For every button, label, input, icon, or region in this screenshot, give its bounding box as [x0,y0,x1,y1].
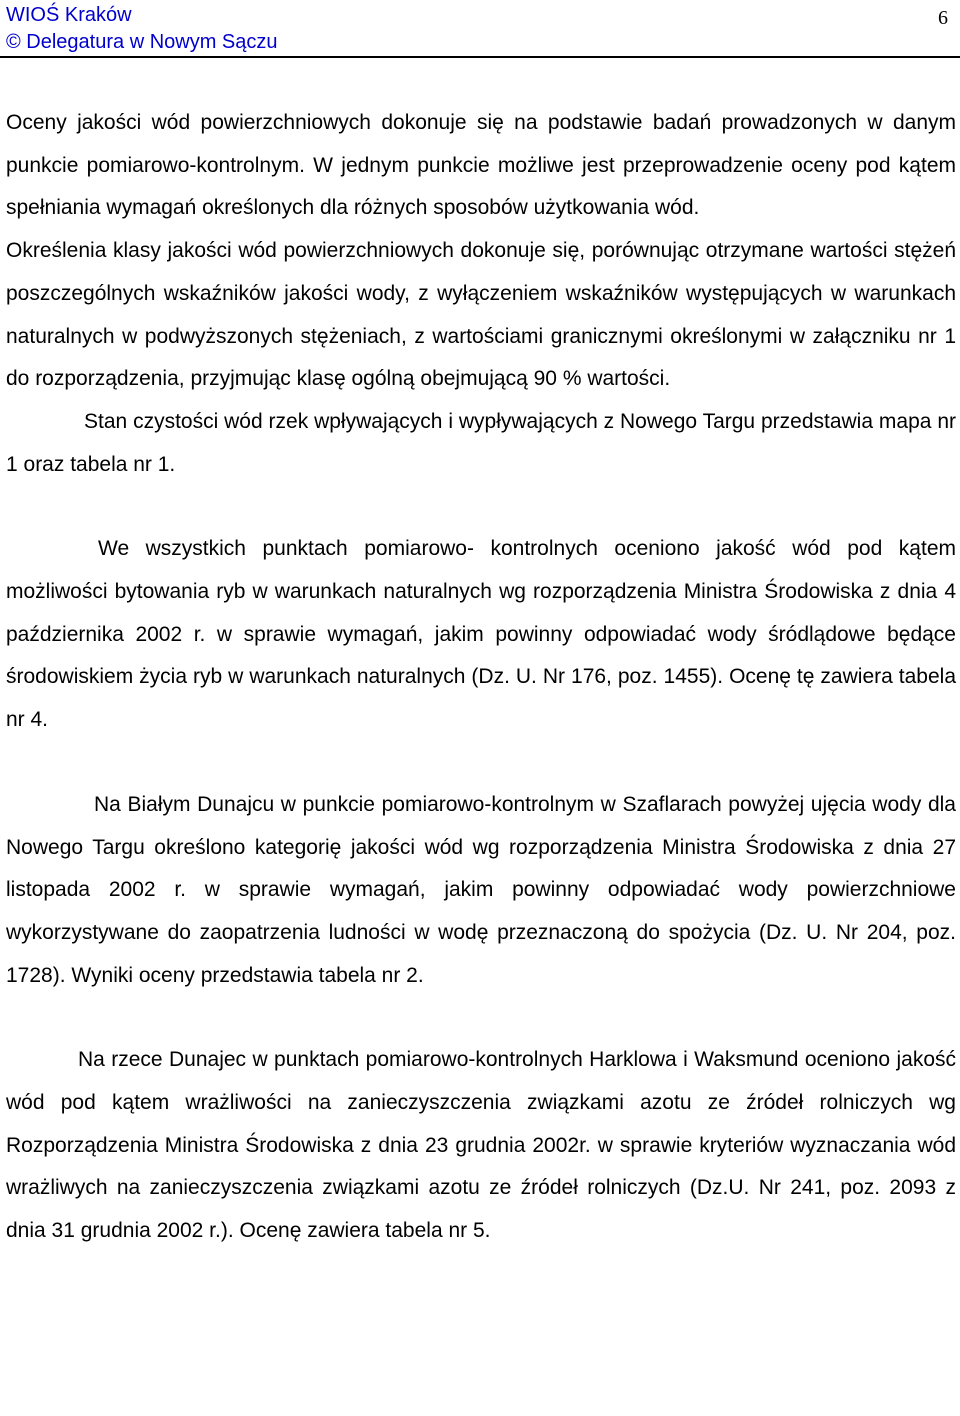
header-branch: © Delegatura w Nowym Sączu [6,31,278,53]
document-body [6,102,956,1253]
header-divider [0,56,960,58]
paragraph-fish-habitat: We wszystkich punktach pomiarowo- kontrolnych oceniono jakość wód pod kątem możliwości bytowania ryb w warunkach naturalnych wg rozporządzenia Ministra Środowiska z dnia 4 października 2002 r. w sprawie wymagań, jakim powinny odpowiadać wody śródlądowe będące środowiskiem życia ryb w warunkach naturalnych (Dz. U. Nr 176, poz. 1455). Ocenę tę zawiera tabela nr 4. [6,537,956,732]
paragraph-quality-class: Określenia klasy jakości wód powierzchniowych dokonuje się, porównując otrzymane wartości stężeń poszczególnych wskaźników jakości wody, z wyłączeniem wskaźników występujących w warunkach naturalnych w podwyższonych stężeniach, z wartościami granicznymi określonymi w załączniku nr 1 do rozporządzenia, przyjmując klasę ogólną obejmującą 90 % wartości. [6,239,956,391]
page-header [0,0,960,58]
page-number: 6 [938,7,948,29]
header-org: WIOŚ Kraków [6,4,132,26]
paragraph-drinking-water: Na Białym Dunajcu w punkcie pomiarowo-kontrolnym w Szaflarach powyżej ujęcia wody dla Nowego Targu określono kategorię jakości wód wg rozporządzenia Ministra Środowiska z dnia 27 listopada 2002 r. w sprawie wymagań, jakim powinny odpowiadać wody powierzchniowe wykorzystywane do zaopatrzenia ludności w wodę przeznaczoną do spożycia (Dz. U. Nr 204, poz. 1728). Wyniki oceny przedstawia tabela nr 2. [6,792,956,987]
paragraph-assessment-basis: Oceny jakości wód powierzchniowych dokonuje się na podstawie badań prowadzonych w danym punkcie pomiarowo-kontrolnym. W jednym punkcie możliwe jest przeprowadzenie oceny pod kątem spełniania wymagań określonych dla różnych sposobów użytkowania wód. [6,111,956,220]
paragraph-river-state: Stan czystości wód rzek wpływających i wypływających z Nowego Targu przedstawia mapa nr 1 oraz tabela nr 1. [6,409,956,476]
paragraph-nitrate-sensitivity: Na rzece Dunajec w punktach pomiarowo-kontrolnych Harklowa i Waksmund oceniono jakość wód pod kątem wrażliwości na zanieczyszczenia związkami azotu ze źródeł rolniczych wg Rozporządzenia Ministra Środowiska z dnia 23 grudnia 2002r. w sprawie kryteriów wyznaczania wód wrażliwych na zanieczyszczenia związkami azotu ze źródeł rolniczych (Dz.U. Nr 241, poz. 2093 z dnia 31 grudnia 2002 r.). Ocenę zawiera tabela nr 5. [6,1048,956,1243]
